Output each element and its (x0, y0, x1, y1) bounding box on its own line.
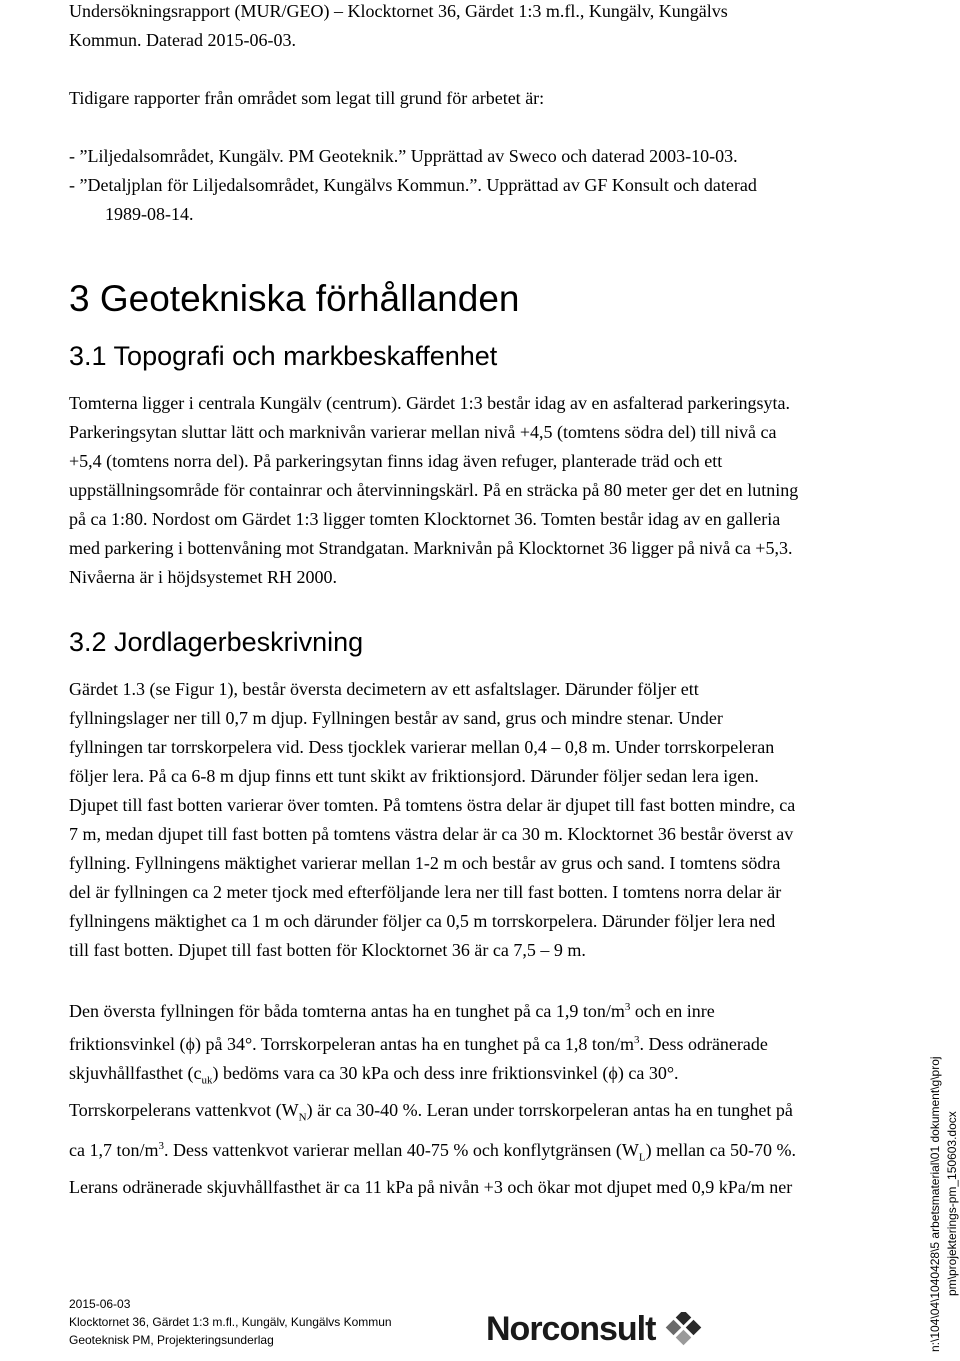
paragraph-line (69, 1059, 796, 1096)
intro-text: Tidigare rapporter från området som legat till grund för arbetet är: (69, 88, 545, 108)
text-run: ca 1,7 ton/m (69, 1140, 159, 1161)
text-run: ) bedöms vara ca 30 kPa och dess inre friktionsvinkel ( (212, 1063, 609, 1083)
text-run: ) ca 30°. (617, 1063, 679, 1083)
superscript: 3 (633, 1034, 640, 1046)
norconsult-logo-text: Norconsult (486, 1310, 656, 1348)
subscript: uk (201, 1074, 213, 1087)
section-3-2-paragraph (69, 675, 795, 965)
paragraph-line: Nivåerna är i höjdsystemet RH 2000. (69, 567, 337, 587)
paragraph-line: fyllningens mäktighet ca 1 m och därunder följer ca 0,5 m torrskorpelera. Därunder följer lera ned (69, 911, 776, 931)
header-line-1: Undersökningsrapport (MUR/GEO) – Klocktornet 36, Gärdet 1:3 m.fl., Kungälv, Kungälvs (69, 1, 728, 21)
paragraph-line: Tomterna ligger i centrala Kungälv (centrum). Gärdet 1:3 består idag av en asfalterad parkeringsyta. (69, 393, 790, 413)
paragraph-line: 7 m, medan djupet till fast botten på tomtens västra delar är ca 30 m. Klocktornet 36 består överst av (69, 824, 794, 844)
text-run: . Dess vattenkvot varierar mellan 40-75 % och konflytgränsen (W (163, 1140, 639, 1161)
paragraph-line: Lerans odränerade skjuvhållfasthet är ca 11 kPa på nivån +3 och ökar mot djupet med 0,9 kPa/m ner (69, 1176, 793, 1197)
paragraph-line: +5,4 (tomtens norra del). På parkeringsytan finns idag även refuger, planterade träd och ett (69, 451, 723, 471)
footer-date: 2015-06-03 (69, 1297, 131, 1311)
report-item-2: - ”Detaljplan för Liljedalsområdet, Kungälvs Kommun.”. Upprättad av GF Konsult och daterad (69, 175, 757, 195)
superscript: 3 (158, 1140, 164, 1153)
header-line-2: Kommun. Daterad 2015-06-03. (69, 30, 296, 50)
paragraph-line: följer lera. På ca 6-8 m djup finns ett tunt skikt av friktionsjord. Därunder följer sedan lera igen. (69, 766, 759, 786)
text-run: ) är ca 30-40 %. Leran under torrskorpeleran antas ha en tunghet på (306, 1099, 793, 1120)
text-run: friktionsvinkel ( (69, 1034, 186, 1054)
paragraph-line (69, 993, 796, 1026)
phi-symbol: ϕ (185, 1034, 195, 1054)
paragraph-line: Parkeringsytan sluttar lätt och marknivån varierar mellan nivå +4,5 (tomtens södra del) till nivå ca (69, 422, 777, 442)
subscript: L (638, 1151, 646, 1164)
text-run: ) mellan ca 50-70 %. (645, 1140, 797, 1161)
text-run: Den översta fyllningen för båda tomterna antas ha en tunghet på ca 1,9 ton/m (69, 1001, 625, 1021)
section-3-2-paragraph-2 (69, 993, 796, 1202)
paragraph-line: uppställningsområde för containrar och återvinningskärl. På en sträcka på 80 meter ger det en lutning (69, 480, 799, 500)
file-path-line-1: n:\104\04\1040428\5 arbetsmaterial\01 dokument\g\proj (928, 1056, 942, 1352)
phi-symbol: ϕ (608, 1063, 618, 1083)
paragraph-line (69, 1096, 796, 1133)
paragraph-line: Gärdet 1.3 (se Figur 1), består översta decimetern av ett asfaltslager. Därunder följer ett (69, 679, 699, 699)
text-run: Torrskorpelerans vattenkvot (W (69, 1099, 299, 1120)
paragraph-line: fyllningslager ner till 0,7 m djup. Fyllningen består av sand, grus och mindre stenar. Under (69, 708, 723, 728)
paragraph-line: på ca 1:80. Nordost om Gärdet 1:3 ligger tomten Klocktornet 36. Tomten består idag av en galleria (69, 509, 781, 529)
report-item-2-cont: 1989-08-14. (105, 204, 194, 224)
paragraph-line (69, 1026, 796, 1059)
norconsult-logo-icon (664, 1312, 704, 1352)
paragraph-line: till fast botten. Djupet till fast botten för Klocktornet 36 är ca 7,5 – 9 m. (69, 940, 586, 960)
paragraph-line: fyllning. Fyllningens mäktighet varierar mellan 1-2 m och består av grus och sand. I tomtens södra (69, 853, 781, 873)
paragraph-line (69, 1132, 796, 1173)
superscript: 3 (624, 1001, 631, 1013)
text-run: och en inre (630, 1001, 715, 1021)
section-3-title: 3 Geotekniska förhållanden (69, 278, 520, 319)
text-run: ) på 34°. Torrskorpeleran antas ha en tunghet på ca 1,8 ton/m (194, 1034, 634, 1054)
footer-document-type: Geoteknisk PM, Projekteringsunderlag (69, 1333, 274, 1347)
paragraph-line: del är fyllningen ca 2 meter tjock med efterföljande lera ner till fast botten. I tomtens norra delar är (69, 882, 782, 902)
file-path-line-2: pm\projekterings-pm_150603.docx (945, 1111, 959, 1296)
paragraph-line: fyllningen tar torrskorpelera vid. Dess tjocklek varierar mellan 0,4 – 0,8 m. Under torrskorpeleran (69, 737, 775, 757)
subscript: N (298, 1111, 307, 1124)
footer-project: Klocktornet 36, Gärdet 1:3 m.fl., Kungälv, Kungälvs Kommun (69, 1315, 392, 1329)
paragraph-line: Djupet till fast botten varierar över tomten. På tomtens östra delar är djupet till fast botten mindre, ca (69, 795, 796, 815)
section-3-2-title: 3.2 Jordlagerbeskrivning (69, 627, 364, 657)
section-3-1-title: 3.1 Topografi och markbeskaffenhet (69, 341, 498, 371)
paragraph-line: med parkering i bottenvåning mot Strandgatan. Marknivån på Klocktornet 36 ligger på nivå ca +5,3. (69, 538, 793, 558)
text-run: . Dess odränerade (639, 1034, 768, 1054)
text-run: skjuvhållfasthet (c (69, 1063, 202, 1083)
report-item-1: - ”Liljedalsområdet, Kungälv. PM Geoteknik.” Upprättad av Sweco och daterad 2003-10-03. (69, 146, 738, 166)
section-3-1-paragraph (69, 389, 798, 592)
